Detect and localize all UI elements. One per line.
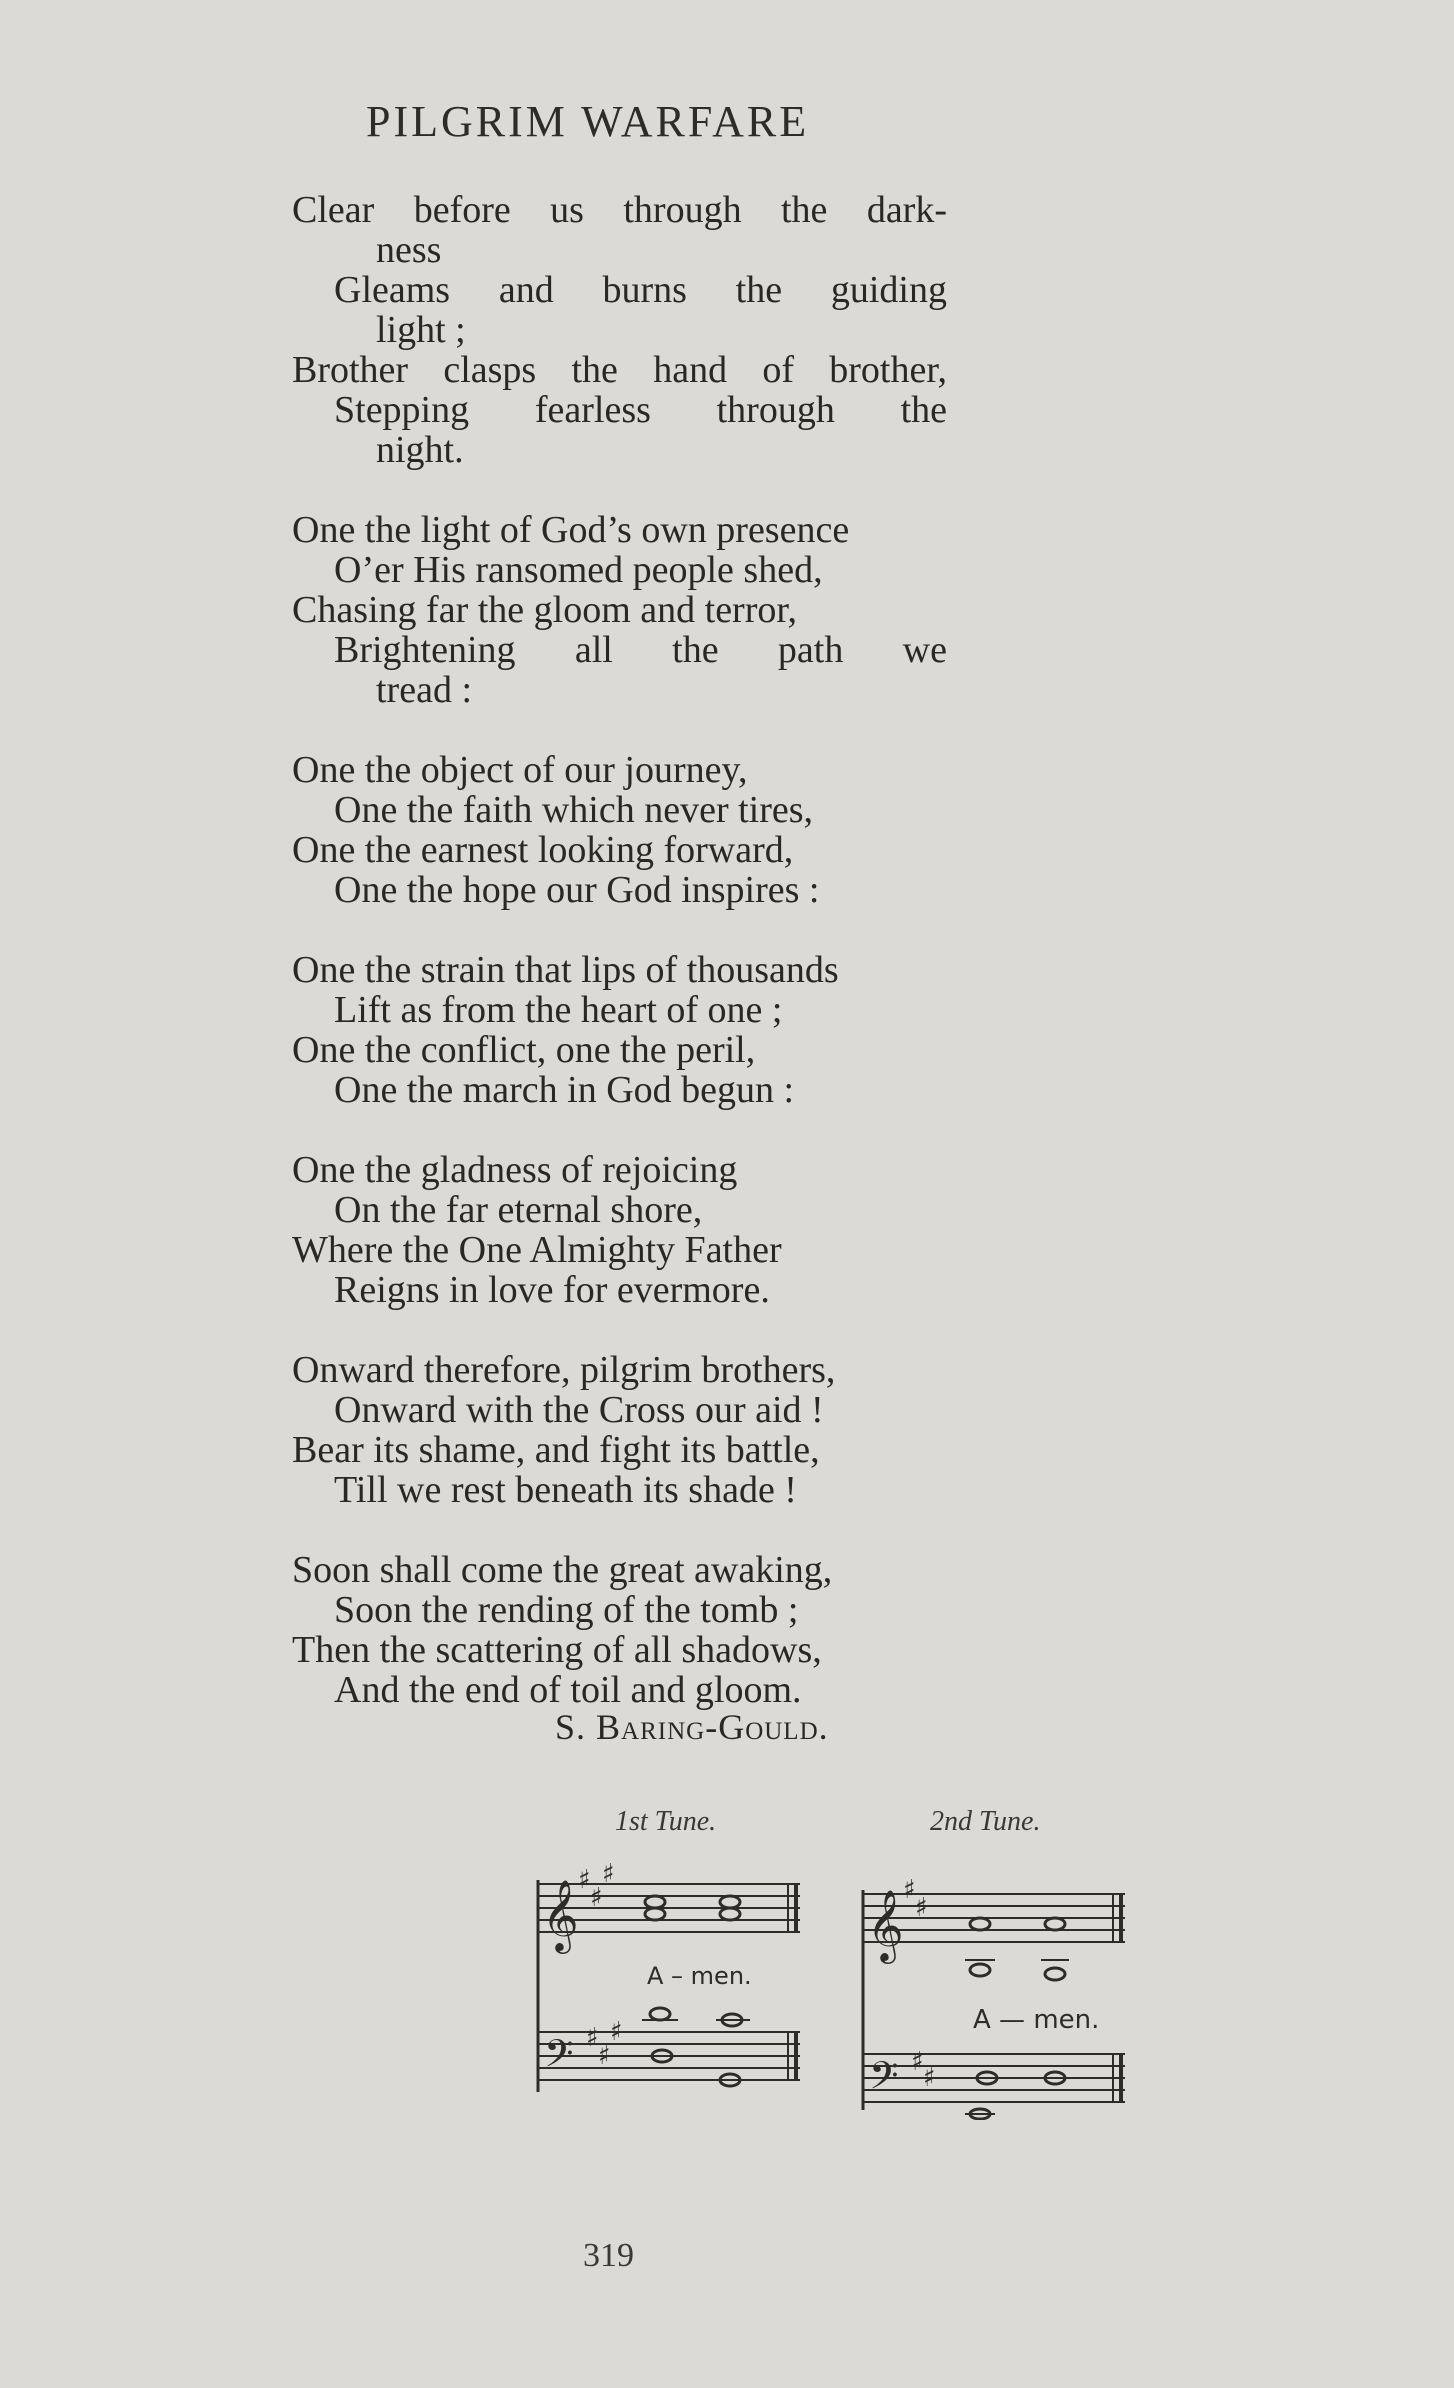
stanza-4 [292,950,947,1110]
svg-text:♯: ♯ [915,1893,928,1923]
poem-line: Onward with the Cross our aid ! [334,1389,824,1431]
tune-2-score [855,1870,1135,2120]
poem-line: Soon shall come the great awaking, [292,1549,833,1591]
svg-text:𝄞: 𝄞 [867,1888,904,1961]
key-signature [578,1860,623,2071]
svg-text:𝄢: 𝄢 [544,2031,574,2085]
svg-text:♯: ♯ [903,1875,916,1905]
poem-line: Brightening all the path we [334,629,947,671]
stanza-1 [292,190,947,470]
svg-text:𝄢: 𝄢 [869,2053,899,2107]
poem-line: One the gladness of rejoicing [292,1149,738,1191]
bass-clef-icon [544,2031,574,2085]
poem-line: Stepping fearless through the [334,389,947,431]
treble-clef-icon [542,1878,579,1954]
key-signature [903,1875,936,2093]
svg-text:𝄞: 𝄞 [542,1878,579,1951]
poem-line: O’er His ransomed people shed, [334,549,823,591]
bass-clef-icon [869,2053,899,2107]
poem-line: light ; [376,309,466,351]
stanza-2 [292,510,947,710]
poem-line: Chasing far the gloom and terror, [292,589,798,631]
poem-line: One the strain that lips of thousands [292,949,839,991]
poem-line: Lift as from the heart of one ; [334,989,783,1031]
amen-text: A – men. [647,1962,752,1990]
poem-line: On the far eternal shore, [334,1189,703,1231]
svg-text:♯: ♯ [911,2047,924,2077]
stanza-7 [292,1550,947,1710]
attribution [555,1706,829,1748]
poem-line: tread : [376,669,473,711]
poem-line: One the earnest looking forward, [292,829,794,871]
stanza-3 [292,750,947,910]
poem-line: Then the scattering of all shadows, [292,1629,822,1671]
poem-line: Gleams and burns the guiding [334,269,947,311]
treble-clef-icon [867,1888,904,1964]
poem-line: Till we rest beneath its shade ! [334,1469,797,1511]
poem-line: ness [376,229,442,271]
page-title: PILGRIM WARFARE [366,97,810,146]
poem-line: Clear before us through the dark- [292,189,947,231]
svg-text:♯: ♯ [578,1865,591,1895]
poem-line: One the hope our God inspires : [334,869,820,911]
poem-line: Reigns in love for evermore. [334,1269,770,1311]
tune-2-label: 2nd Tune. [930,1806,1041,1837]
svg-text:♯: ♯ [610,2017,623,2047]
poem-line: Brother clasps the hand of brother, [292,349,947,391]
poem-line: One the faith which never tires, [334,789,814,831]
poem-line: And the end of toil and gloom. [334,1669,802,1711]
poem [292,190,947,1750]
stanza-6 [292,1350,947,1510]
amen-text: A — men. [973,2005,1100,2035]
attribution-initial: S. [555,1707,587,1747]
poem-line: One the object of our journey, [292,749,748,791]
poem-line: Soon the rending of the tomb ; [334,1589,799,1631]
tune-1-label: 1st Tune. [615,1806,717,1837]
poem-line: One the light of God’s own presence [292,509,850,551]
poem-line: Onward therefore, pilgrim brothers, [292,1349,836,1391]
poem-line: Bear its shame, and fight its battle, [292,1429,820,1471]
poem-line: Where the One Almighty Father [292,1229,782,1271]
page-number: 319 [583,2237,634,2274]
svg-text:♯: ♯ [586,2023,599,2053]
poem-line: night. [376,429,464,471]
notes [645,1896,742,2086]
svg-text:♯: ♯ [598,2041,611,2071]
attribution-name: Baring-Gould. [596,1707,829,1747]
svg-text:♯: ♯ [602,1860,615,1889]
svg-text:♯: ♯ [923,2063,936,2093]
poem-line: One the conflict, one the peril, [292,1029,756,1071]
poem-line: One the march in God begun : [334,1069,795,1111]
svg-text:♯: ♯ [590,1883,603,1913]
tune-1-score [530,1860,810,2100]
stanza-5 [292,1150,947,1310]
